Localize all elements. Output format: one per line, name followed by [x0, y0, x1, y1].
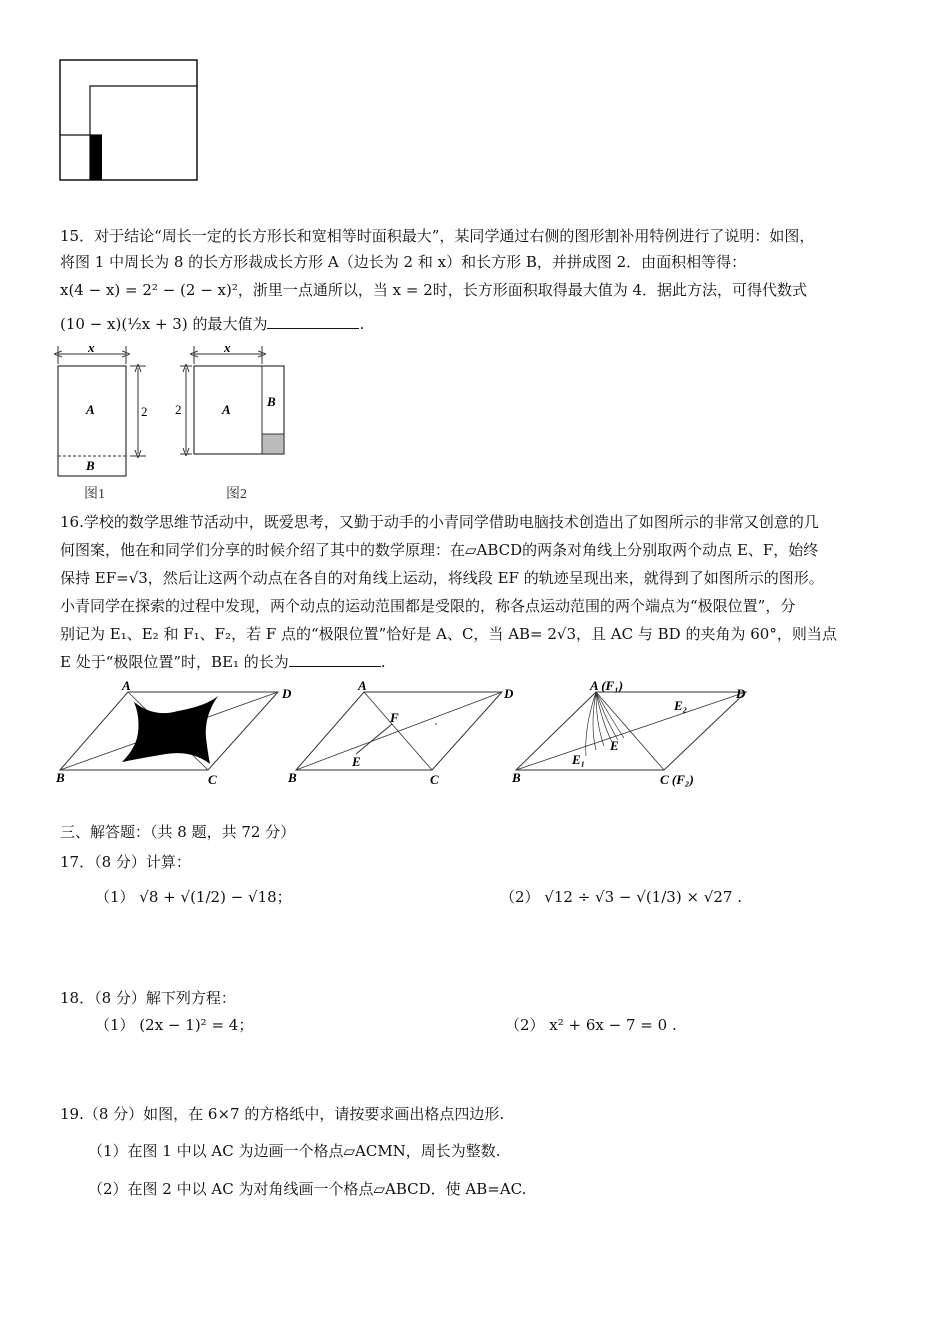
top-square-figure [58, 58, 200, 182]
left-D: D [282, 686, 292, 701]
q15-line3: x(4 − x) = 2² − (2 − x)²，浙里一点通所以，当 x = 2时，长方形面积取得最大值为 4．据此方法，可得代数式 [60, 281, 808, 299]
q17-part1: （1） √8 + √(1/2) − √18； [95, 888, 292, 906]
q17-title: 17．（8 分）计算： [60, 853, 191, 871]
mid-E: E [352, 754, 361, 769]
q18-part1: （1） (2x − 1)² = 4； [95, 1016, 254, 1034]
fig1-caption: 图1 [84, 487, 105, 502]
section3-heading: 三、解答题：（共 8 题，共 72 分） [60, 823, 296, 841]
mid-A: A [358, 678, 367, 693]
left-B: B [56, 770, 65, 785]
right-E2: E₂ [674, 698, 688, 713]
q15-line1: 15．对于结论“周长一定的长方形长和宽相等时面积最大”，某同学通过右侧的图形割补用特例进行了说明：如图， [60, 227, 815, 245]
q16-figure-right [511, 678, 746, 787]
mid-D: D [504, 686, 514, 701]
fig1-x-label: x [88, 342, 95, 355]
q15-answer-blank[interactable] [267, 314, 359, 329]
q16-line4: 小青同学在探索的过程中发现，两个动点的运动范围都是受限的，称各点运动范围的两个端点为“极限位置”，分 [60, 597, 796, 615]
fig2-label-B: B [267, 394, 276, 409]
fig2-label-A: A [222, 402, 231, 417]
right-A-F1: A (F₁) [590, 678, 624, 693]
q16-line6 [60, 652, 900, 672]
right-D: D [736, 686, 746, 701]
mid-B: B [288, 770, 297, 785]
fig1-label-A: A [86, 402, 95, 417]
mid-C: C [430, 772, 439, 787]
black-star-shape [122, 696, 218, 764]
q16-question: E 处于“极限位置”时，BE₁ 的长为 [60, 653, 289, 671]
q15-expression: (10 − x)(½x + 3) 的最大值为 [60, 315, 268, 333]
fig1-label-B: B [86, 458, 95, 473]
q16-line5: 别记为 E₁、E₂ 和 F₁、F₂，若 F 点的“极限位置”恰好是 A、C，当 AB= 2√3，且 AC 与 BD 的夹角为 60°，则当点 [60, 625, 837, 643]
right-B: B [512, 770, 521, 785]
q15-line2: 将图 1 中周长为 8 的长方形裁成长方形 A（边长为 2 和 x）和长方形 B，并拼成图 2．由面积相等得： [60, 253, 747, 271]
q18-title: 18．（8 分）解下列方程： [60, 989, 236, 1007]
q16-figure-left [56, 678, 292, 787]
left-A: A [122, 678, 131, 693]
q16-period: . [380, 653, 386, 671]
fig1-two-label: 2 [141, 404, 148, 419]
q16-line2: 何图案，他在和同学们分享的时候介绍了其中的数学原理：在▱ABCD的两条对角线上分别取两个动点 E、F，始终 [60, 541, 819, 559]
q16-figure-middle [287, 678, 514, 787]
q19-part2: （2）在图 2 中以 AC 为对角线画一个格点▱ABCD．使 AB=AC. [88, 1180, 527, 1198]
right-C-F2: C (F₂) [660, 772, 694, 787]
fig2-gray-square [262, 434, 284, 454]
q16-answer-blank[interactable] [289, 652, 381, 667]
outer-square [60, 60, 197, 180]
mid-F: F [390, 710, 399, 725]
black-strip [90, 135, 102, 180]
fig2-x-label: x [224, 342, 231, 355]
figure-2 [175, 342, 284, 502]
right-E: E [610, 738, 619, 753]
q19-title: 19.（8 分）如图，在 6×7 的方格纸中，请按要求画出格点四边形. [60, 1105, 505, 1123]
q17-part2: （2） √12 ÷ √3 − √(1/3) × √27 . [500, 888, 742, 906]
q19-part1: （1）在图 1 中以 AC 为边画一个格点▱ACMN，周长为整数. [88, 1142, 501, 1160]
figure-1 [58, 342, 148, 502]
q16-figures [56, 678, 756, 794]
q15-figures [50, 342, 300, 506]
fig2-two-label: 2 [175, 402, 182, 417]
inner-l-line [90, 86, 197, 180]
q15-period: . [359, 315, 365, 333]
q16-line3: 保持 EF=√3，然后让这两个动点在各自的对角线上运动，将线段 EF 的轨迹呈现出来，就得到了如图所示的图形。 [60, 569, 824, 587]
q18-part2: （2） x² + 6x − 7 = 0 . [505, 1016, 677, 1034]
q15-line4 [60, 314, 900, 334]
right-E1: E₁ [572, 752, 586, 767]
left-C: C [208, 772, 217, 787]
fig2-caption: 图2 [226, 487, 247, 502]
q16-line1: 16.学校的数学思维节活动中，既爱思考，又勤于动手的小青同学借助电脑技术创造出了如图所示的非常又创意的几 [60, 513, 819, 531]
